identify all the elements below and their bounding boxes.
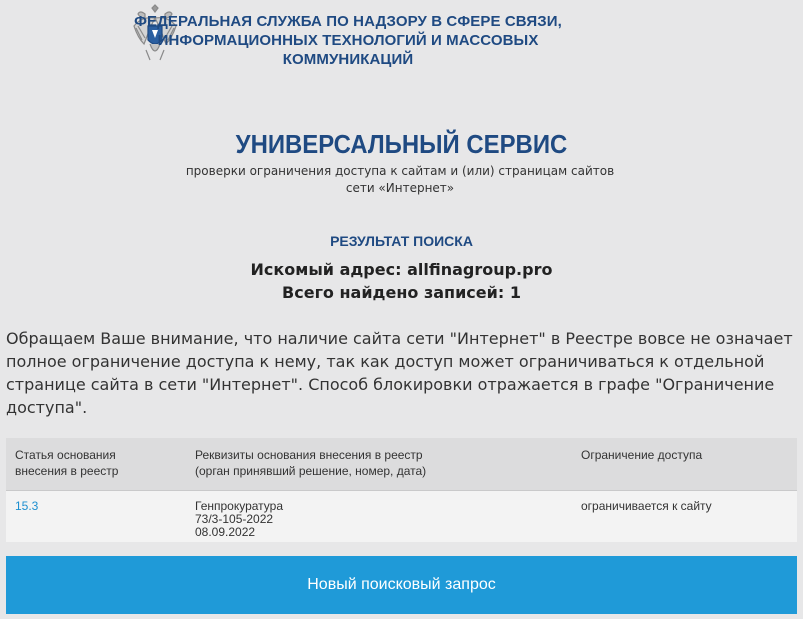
basis-date: 08.09.2022	[195, 525, 256, 539]
cell-restriction: ограничивается к сайту	[572, 491, 797, 543]
subtitle-line-2: сети «Интернет»	[345, 181, 455, 195]
table-header-row	[6, 438, 797, 491]
results-table	[6, 438, 797, 542]
search-summary	[0, 258, 803, 304]
page-subtitle	[150, 163, 650, 197]
agency-name-line-2: ИНФОРМАЦИОННЫХ ТЕХНОЛОГИЙ И МАССОВЫХ КОММУНИКАЦИЙ	[157, 32, 539, 68]
new-search-button[interactable]: Новый поисковый запрос	[6, 556, 797, 614]
agency-name	[108, 12, 588, 69]
article-link[interactable]: 15.3	[15, 499, 39, 513]
table-row	[6, 491, 797, 543]
agency-name-line-1: ФЕДЕРАЛЬНАЯ СЛУЖБА ПО НАДЗОРУ В СФЕРЕ СВЯЗИ,	[134, 13, 562, 30]
column-header-restriction: Ограничение доступа	[572, 438, 797, 491]
records-found-count: Всего найдено записей: 1	[282, 283, 521, 302]
basis-number: 73/3-105-2022	[195, 512, 274, 526]
subtitle-line-1: проверки ограничения доступа к сайтам и (или) страницам сайтов	[185, 164, 615, 178]
column-header-article: Статья основания внесения в реестр	[6, 438, 186, 491]
cell-basis	[186, 491, 572, 543]
result-heading: РЕЗУЛЬТАТ ПОИСКА	[330, 233, 473, 249]
column-header-basis: Реквизиты основания внесения в реестр (орган принявший решение, номер, дата)	[186, 438, 572, 491]
notice-text: Обращаем Ваше внимание, что наличие сайта сети "Интернет" в Реестре вовсе не означает полное ограничение доступа к нему, так как доступ может ограничиваться к отдельной странице сайта в сети "Интернет". Способ блокировки отражается в графе "Ограничение доступа".	[6, 329, 793, 417]
basis-authority: Генпрокуратура	[195, 499, 284, 513]
cell-article	[6, 491, 186, 543]
page-title: УНИВЕРСАЛЬНЫЙ СЕРВИС	[235, 129, 568, 159]
searched-address: Искомый адрес: allfinagroup.pro	[250, 260, 553, 279]
